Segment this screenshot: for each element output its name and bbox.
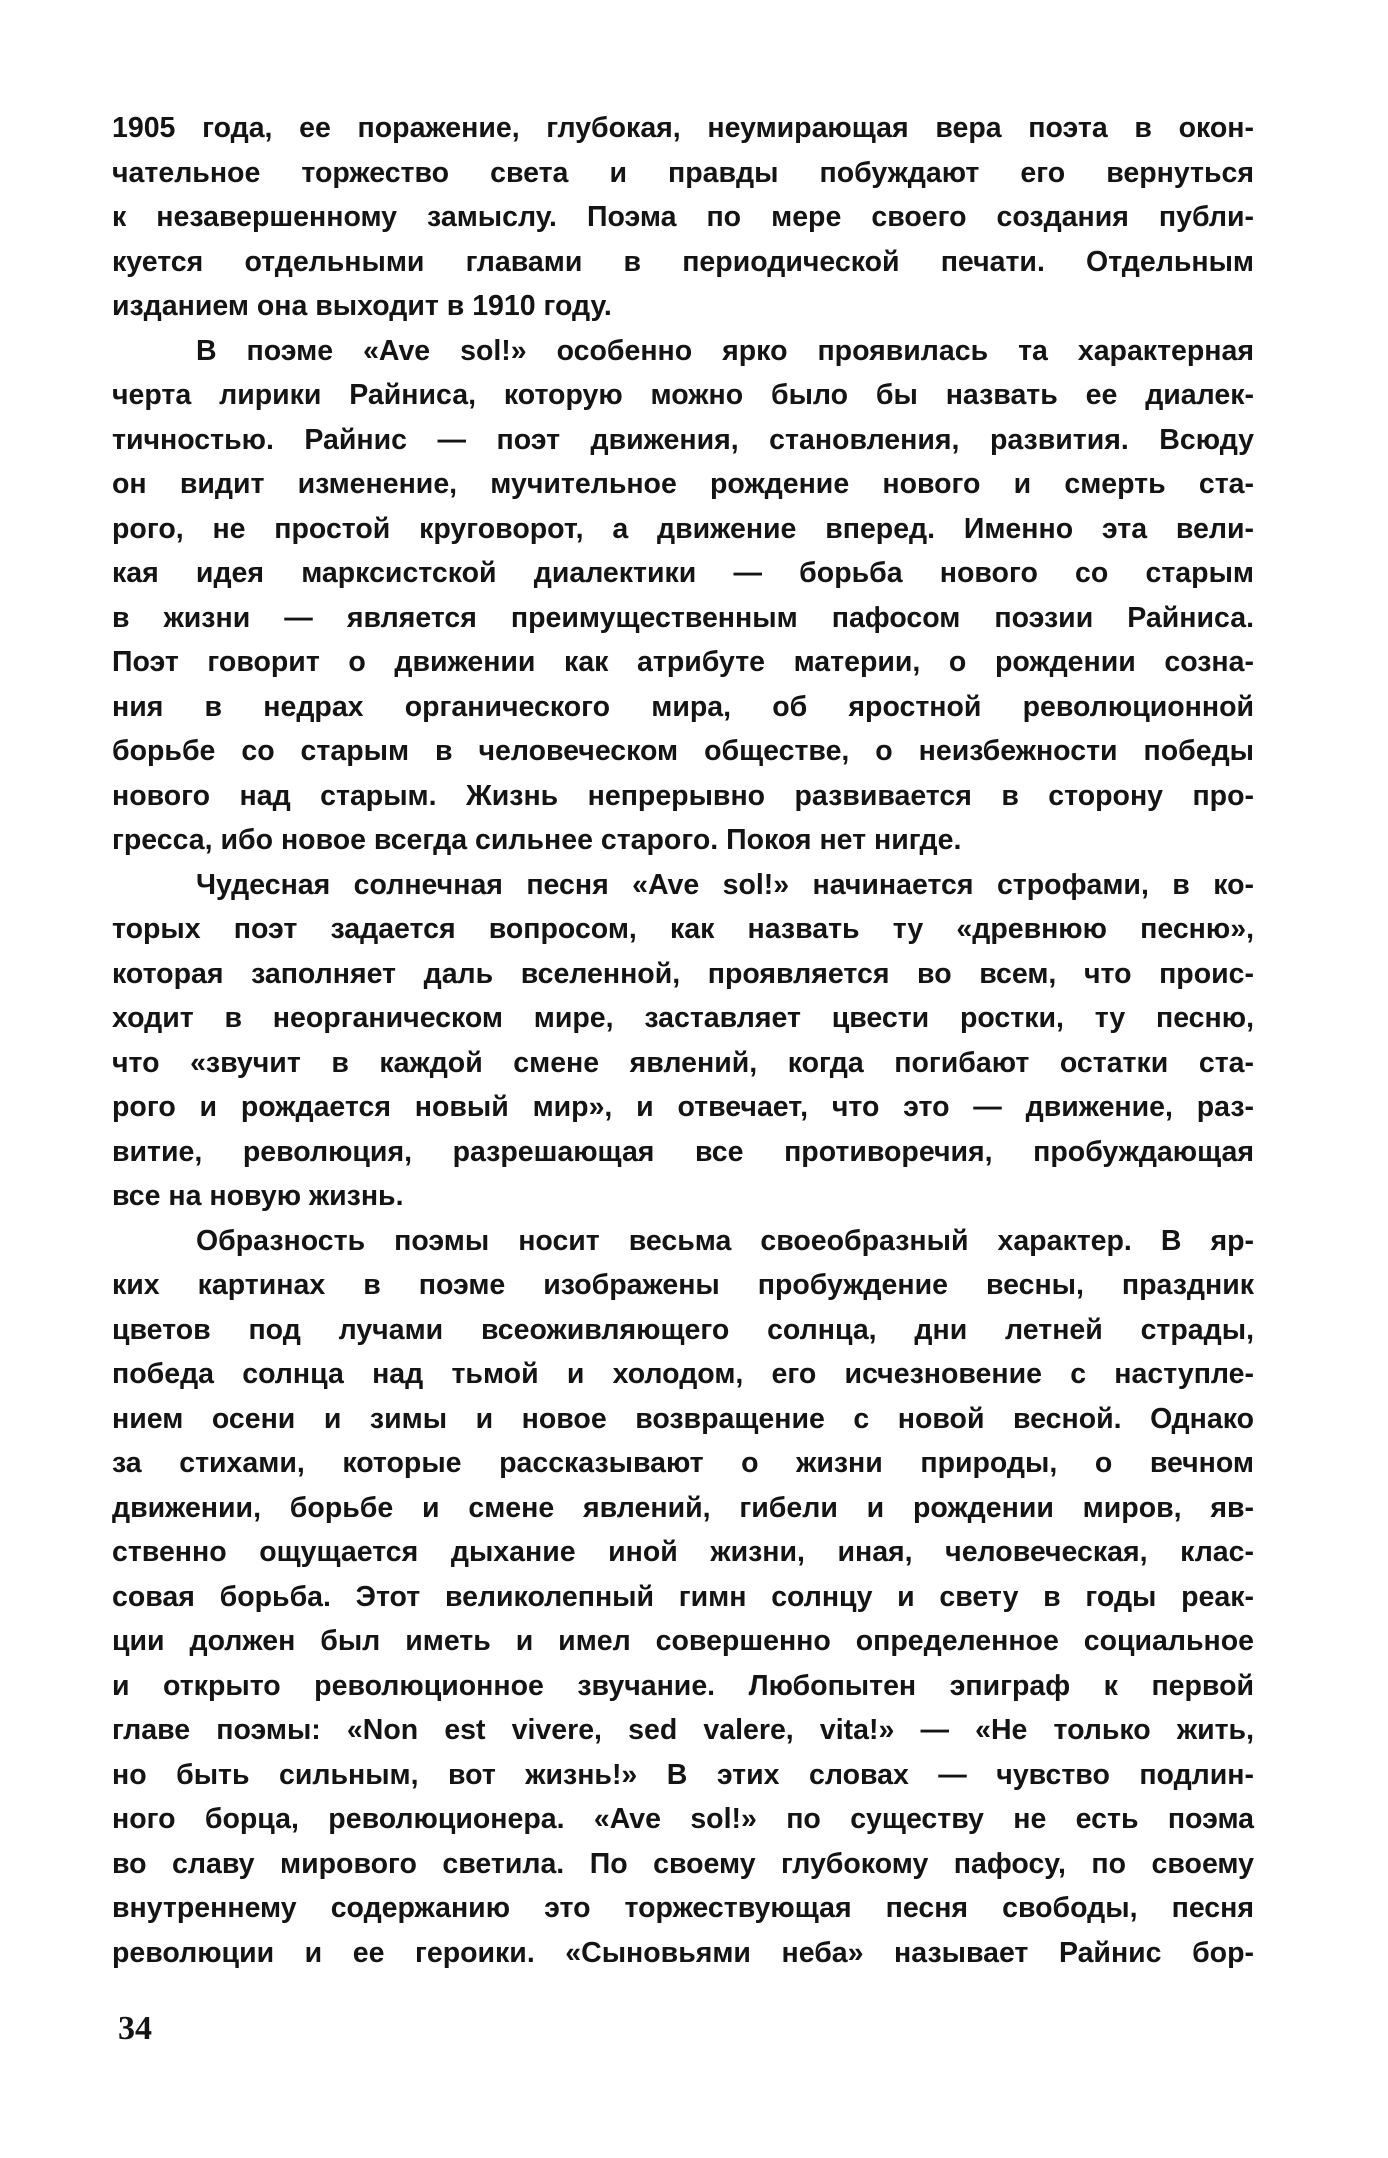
text-line: изданием она выходит в 1910 году. — [112, 290, 612, 322]
text-line: Образность поэмы носит весьма своеобразный характер. В яр- — [196, 1224, 1254, 1257]
text-line: что «звучит в каждой смене явлений, когда погибают остатки ста- — [112, 1046, 1254, 1079]
text-line: главе поэмы: «Non est vivere, sed valere, vita!» — «Не только жить, — [112, 1714, 1254, 1746]
text-line: он видит изменение, мучительное рождение нового и смерть ста- — [112, 468, 1254, 500]
text-line: за стихами, которые рассказывают о жизни природы, о вечном — [112, 1447, 1254, 1479]
text-line: победа солнца над тьмой и холодом, его исчезновение с наступле- — [112, 1358, 1254, 1390]
paragraph — [112, 106, 1254, 329]
text-line: В поэме «Ave sol!» особенно ярко проявилась та характерная — [196, 334, 1254, 367]
text-line: ции должен был иметь и имел совершенно определенное социальное — [112, 1625, 1254, 1657]
text-line: во славу мирового светила. По своему глубокому пафосу, по своему — [112, 1847, 1254, 1880]
text-line: цветов под лучами всеоживляющего солнца, дни летней страды, — [112, 1313, 1254, 1346]
text-line: черта лирики Райниса, которую можно было бы назвать ее диалек- — [112, 379, 1254, 411]
text-line: рого и рождается новый мир», и отвечает, что это — движение, раз- — [112, 1091, 1254, 1123]
text-line: кая идея марксистской диалектики — борьба нового со старым — [112, 557, 1254, 589]
text-line: внутреннему содержанию это торжествующая песня свободы, песня — [112, 1892, 1254, 1924]
text-line: в жизни — является преимущественным пафосом поэзии Райниса. — [112, 601, 1254, 634]
text-line: рого, не простой круговорот, а движение вперед. Именно эта вели- — [112, 512, 1254, 545]
text-line: 1905 года, ее поражение, глубокая, неумирающая вера поэта в окон- — [112, 112, 1254, 144]
text-line: которая заполняет даль вселенной, проявляется во всем, что проис- — [112, 957, 1254, 990]
text-line: все на новую жизнь. — [112, 1180, 404, 1212]
body-text — [112, 106, 1254, 1975]
text-line: движении, борьбе и смене явлений, гибели и рождении миров, яв- — [112, 1491, 1254, 1524]
text-line: ния в недрах органического мира, об яростной революционной — [112, 690, 1254, 723]
text-line: Поэт говорит о движении как атрибуте материи, о рождении созна- — [112, 646, 1254, 678]
text-line: нием осени и зимы и новое возвращение с новой весной. Однако — [112, 1402, 1254, 1435]
text-line: к незавершенному замыслу. Поэма по мере своего создания публи- — [112, 201, 1254, 233]
text-line: ких картинах в поэме изображены пробуждение весны, праздник — [112, 1269, 1254, 1301]
text-line: и открыто революционное звучание. Любопытен эпиграф к первой — [112, 1669, 1254, 1702]
page-number: 34 — [118, 2010, 152, 2047]
paragraph — [112, 329, 1254, 863]
text-line: куется отдельными главами в периодической печати. Отдельным — [112, 245, 1254, 278]
text-line: борьбе со старым в человеческом обществе, о неизбежности победы — [112, 735, 1254, 767]
paragraph — [112, 1219, 1254, 1976]
text-line: гресса, ибо новое всегда сильнее старого. Покоя нет нигде. — [112, 824, 962, 856]
text-line: революции и ее героики. «Сыновьями неба» называет Райнис бор- — [112, 1936, 1254, 1969]
text-line: тичностью. Райнис — поэт движения, становления, развития. Всюду — [112, 423, 1254, 456]
text-line: ходит в неорганическом мире, заставляет цвести ростки, ту песню, — [112, 1002, 1254, 1034]
text-line: но быть сильным, вот жизнь!» В этих словах — чувство подлин- — [112, 1758, 1254, 1791]
text-line: витие, революция, разрешающая все противоречия, пробуждающая — [112, 1135, 1254, 1168]
text-line: нового над старым. Жизнь непрерывно развивается в сторону про- — [112, 779, 1254, 812]
text-line: ного борца, революционера. «Ave sol!» по существу не есть поэма — [112, 1803, 1254, 1835]
text-line: совая борьба. Этот великолепный гимн солнцу и свету в годы реак- — [112, 1580, 1254, 1613]
text-line: Чудесная солнечная песня «Ave sol!» начинается строфами, в ко- — [196, 868, 1254, 901]
text-line: чательное торжество света и правды побуждают его вернуться — [112, 156, 1254, 189]
paragraph — [112, 863, 1254, 1219]
text-line: торых поэт задается вопросом, как назвать ту «древнюю песню», — [112, 913, 1254, 945]
text-line: ственно ощущается дыхание иной жизни, иная, человеческая, клас- — [112, 1536, 1254, 1568]
